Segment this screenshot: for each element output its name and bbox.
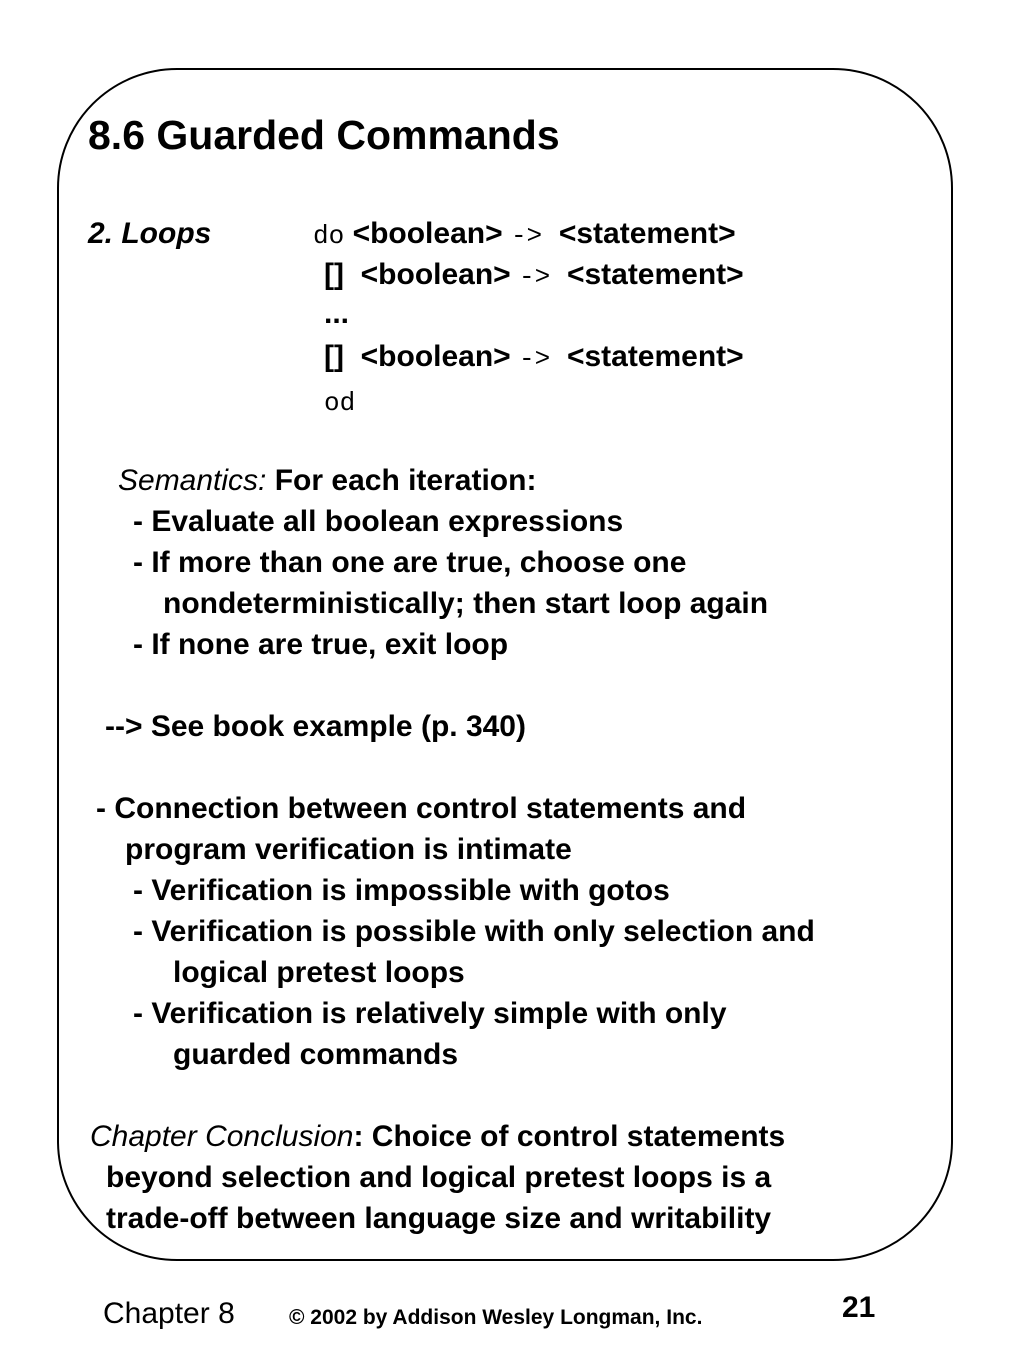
loop-od-line [324,383,355,421]
see-book-example: --> See book example (p. 340) [105,710,526,743]
semantics-line: - Evaluate all boolean expressions [133,505,624,538]
semantics-line: nondeterministically; then start loop again [163,587,769,620]
loops-label: 2. Loops [88,217,212,250]
loop-ellipsis: ... [324,297,350,330]
page-number: 21 [842,1291,876,1324]
conclusion-text: : Choice of control statements [353,1120,786,1153]
arrow-token: -> [519,262,551,292]
conclusion-label: Chapter Conclusion [90,1120,354,1153]
connection-line: program verification is intimate [125,833,572,866]
connection-line: - Verification is relatively simple with only [133,997,727,1030]
boolean-token: <boolean> [352,217,503,250]
footer-chapter: Chapter 8 [103,1297,235,1330]
guard-bracket: [] [324,340,344,373]
arrow-token: -> [510,221,543,251]
loop-line-3 [324,339,744,377]
connection-line: logical pretest loops [173,956,465,989]
semantics-heading [118,463,536,499]
semantics-label: Semantics: [118,464,267,497]
connection-line: - Verification is impossible with gotos [133,874,670,907]
connection-line: guarded commands [173,1038,459,1071]
semantics-intro: For each iteration: [266,464,537,497]
boolean-token: <boolean> [360,340,511,373]
keyword-do: do [313,221,345,251]
semantics-line: - If none are true, exit loop [133,628,509,661]
guard-bracket: [] [324,258,344,291]
conclusion-line: beyond selection and logical pretest loops is a [106,1161,772,1194]
conclusion-line: trade-off between language size and writability [106,1202,772,1235]
loop-line-2 [324,257,744,295]
arrow-token: -> [519,344,551,374]
boolean-token: <boolean> [360,258,511,291]
statement-token: <statement> [566,340,744,373]
connection-line: - Connection between control statements and [96,792,747,825]
loop-line-1 [313,216,736,254]
keyword-od: od [324,388,356,418]
semantics-line: - If more than one are true, choose one [133,546,687,579]
footer-copyright: © 2002 by Addison Wesley Longman, Inc. [289,1306,703,1329]
statement-token: <statement> [566,258,744,291]
statement-token: <statement> [558,217,736,250]
conclusion-heading [90,1119,785,1155]
connection-line: - Verification is possible with only selection and [133,915,815,948]
slide-title: 8.6 Guarded Commands [88,112,560,158]
